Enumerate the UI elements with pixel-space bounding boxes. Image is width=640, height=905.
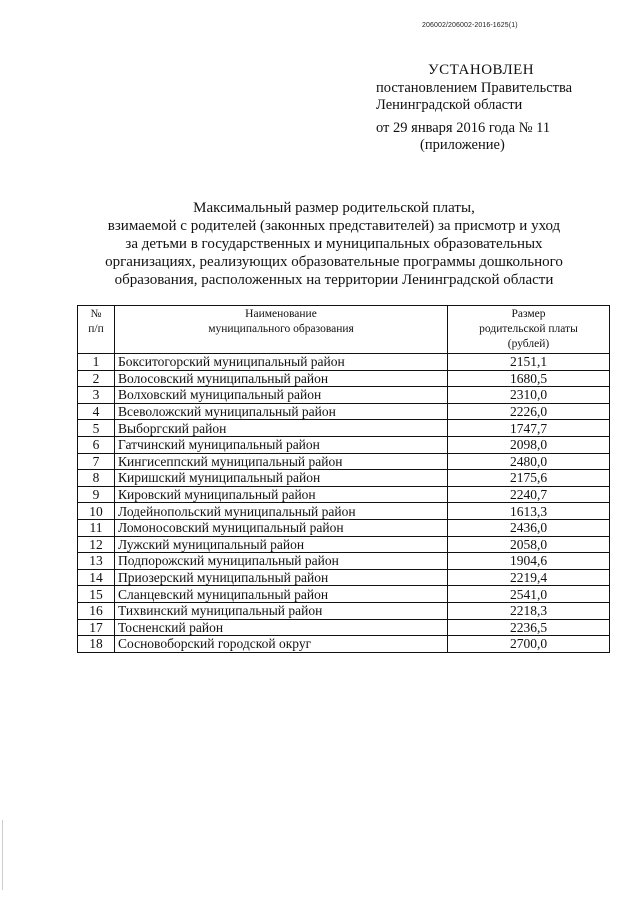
municipality-name: Бокситогорский муниципальный район <box>115 354 448 371</box>
row-number: 18 <box>78 636 115 653</box>
table-row <box>78 519 610 536</box>
row-number: 13 <box>78 553 115 570</box>
municipality-name: Кировский муниципальный район <box>115 486 448 503</box>
table-row <box>78 387 610 404</box>
table-header-row <box>78 306 610 354</box>
fee-amount: 2236,5 <box>448 619 610 636</box>
title-line: Максимальный размер родительской платы, <box>193 200 475 216</box>
municipality-name: Лужский муниципальный район <box>115 536 448 553</box>
table-row <box>78 619 610 636</box>
fee-amount: 2240,7 <box>448 486 610 503</box>
approval-line-1: постановлением Правительства <box>376 80 573 96</box>
header-fee-line: Размер <box>511 308 546 320</box>
fee-amount: 2700,0 <box>448 636 610 653</box>
row-number: 7 <box>78 453 115 470</box>
approval-line-4: (приложение) <box>420 137 505 153</box>
title-line: за детьми в государственных и муниципальных образовательных <box>125 236 543 252</box>
table-row <box>78 403 610 420</box>
header-name-line: муниципального образования <box>208 323 354 335</box>
table-row <box>78 436 610 453</box>
row-number: 10 <box>78 503 115 520</box>
fee-amount: 2219,4 <box>448 569 610 586</box>
table-row <box>78 636 610 653</box>
header-fee-line: (рублей) <box>507 338 550 350</box>
row-number: 14 <box>78 569 115 586</box>
table-row <box>78 586 610 603</box>
fee-amount: 2175,6 <box>448 470 610 487</box>
row-number: 12 <box>78 536 115 553</box>
fee-amount: 1680,5 <box>448 370 610 387</box>
row-number: 1 <box>78 354 115 371</box>
municipality-name: Подпорожский муниципальный район <box>115 553 448 570</box>
municipality-name: Ломоносовский муниципальный район <box>115 519 448 536</box>
row-number: 3 <box>78 387 115 404</box>
row-number: 15 <box>78 586 115 603</box>
approval-heading: УСТАНОВЛЕН <box>428 62 535 78</box>
header-fee-line: родительской платы <box>479 323 578 335</box>
municipality-name: Приозерский муниципальный район <box>115 569 448 586</box>
header-num <box>78 306 115 354</box>
municipality-name: Киришский муниципальный район <box>115 470 448 487</box>
scan-edge-mark <box>2 820 3 890</box>
fee-amount: 2218,3 <box>448 602 610 619</box>
municipality-name: Кингисеппский муниципальный район <box>115 453 448 470</box>
table-row <box>78 486 610 503</box>
municipality-name: Сосновоборский городской округ <box>115 636 448 653</box>
row-number: 2 <box>78 370 115 387</box>
row-number: 8 <box>78 470 115 487</box>
row-number: 16 <box>78 602 115 619</box>
fees-table <box>77 305 610 653</box>
fee-amount: 2098,0 <box>448 436 610 453</box>
municipality-name: Всеволожский муниципальный район <box>115 403 448 420</box>
municipality-name: Сланцевский муниципальный район <box>115 586 448 603</box>
header-name <box>115 306 448 354</box>
fee-amount: 2151,1 <box>448 354 610 371</box>
fee-amount: 2310,0 <box>448 387 610 404</box>
table-row <box>78 503 610 520</box>
header-num-line: п/п <box>88 323 104 335</box>
approval-line-2: Ленинградской области <box>376 97 523 113</box>
table-row <box>78 536 610 553</box>
municipality-name: Волосовский муниципальный район <box>115 370 448 387</box>
table-row <box>78 602 610 619</box>
title-line: взимаемой с родителей (законных представителей) за присмотр и уход <box>107 218 561 234</box>
municipality-name: Волховский муниципальный район <box>115 387 448 404</box>
fee-amount: 2226,0 <box>448 403 610 420</box>
table-row <box>78 370 610 387</box>
fee-amount: 1747,7 <box>448 420 610 437</box>
table-row <box>78 553 610 570</box>
table-row <box>78 354 610 371</box>
header-num-line: № <box>90 308 102 320</box>
header-fee <box>448 306 610 354</box>
approval-block <box>376 62 616 154</box>
row-number: 17 <box>78 619 115 636</box>
row-number: 6 <box>78 436 115 453</box>
fee-amount: 2480,0 <box>448 453 610 470</box>
table-row <box>78 453 610 470</box>
fee-amount: 1904,6 <box>448 553 610 570</box>
fee-amount: 2541,0 <box>448 586 610 603</box>
row-number: 4 <box>78 403 115 420</box>
row-number: 11 <box>78 519 115 536</box>
fee-amount: 2058,0 <box>448 536 610 553</box>
row-number: 5 <box>78 420 115 437</box>
title-line: организациях, реализующих образовательные программы дошкольного <box>105 254 563 270</box>
fee-amount: 1613,3 <box>448 503 610 520</box>
document-code: 206002/206002-2016-1625(1) <box>422 22 518 29</box>
table-row <box>78 420 610 437</box>
table-row <box>78 470 610 487</box>
table-body <box>78 354 610 653</box>
title-line: образования, расположенных на территории Ленинградской области <box>114 272 554 288</box>
table-row <box>78 569 610 586</box>
row-number: 9 <box>78 486 115 503</box>
municipality-name: Лодейнопольский муниципальный район <box>115 503 448 520</box>
municipality-name: Выборгский район <box>115 420 448 437</box>
approval-line-3: от 29 января 2016 года № 11 <box>376 120 551 136</box>
municipality-name: Гатчинский муниципальный район <box>115 436 448 453</box>
fee-amount: 2436,0 <box>448 519 610 536</box>
header-name-line: Наименование <box>245 308 317 320</box>
municipality-name: Тихвинский муниципальный район <box>115 602 448 619</box>
document-title <box>60 199 608 289</box>
municipality-name: Тосненский район <box>115 619 448 636</box>
